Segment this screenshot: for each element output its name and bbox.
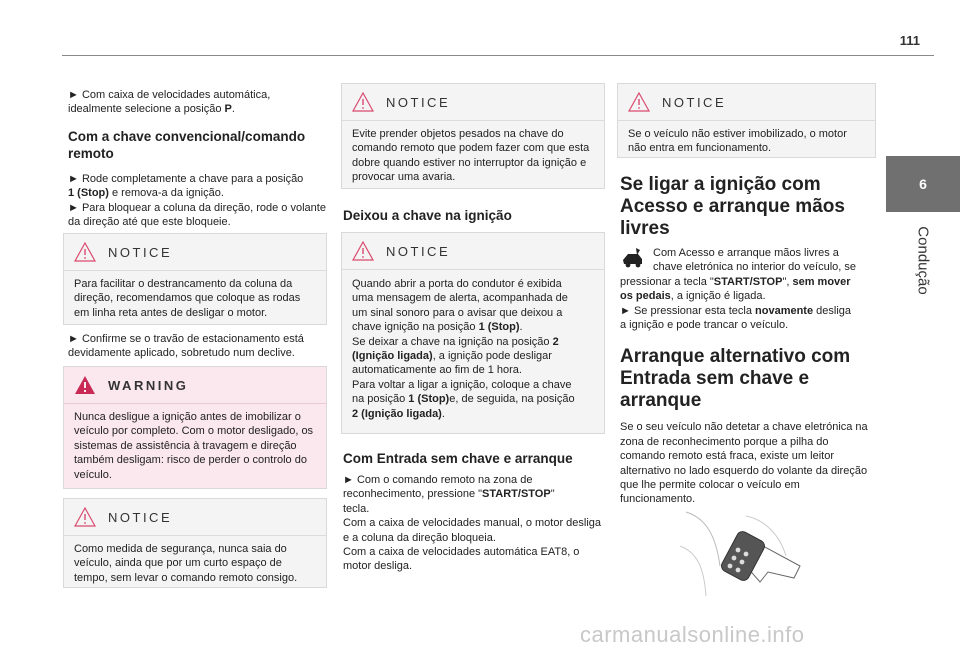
section-heading: Arranque alternativo com Entrada sem chave e arranque xyxy=(620,346,851,412)
notice-text: Evite prender objetos pesados na chave do comando remoto que podem fazer com que esta dobre quando estiver no interruptor da ignição e provocar uma avaria. xyxy=(352,128,590,184)
warning-box xyxy=(63,366,327,489)
section-heading: Com Entrada sem chave e arranque xyxy=(343,451,573,466)
warning-triangle-icon xyxy=(352,241,374,261)
notice-text: Quando abrir a porta do condutor é exibida uma mensagem de alerta, acompanhada de um sinal sonoro para o avisar que deixou a chave ignição na posição 1 (Stop). Se deixar a chave na ignição na posição 2 (Ignição ligada), a ignição pode desligar automaticamente ao fim de 1 hora. Para voltar a ligar a ignição, coloque a chave na posição 1 (Stop)e, de seguida, na posição 2 (Ignição ligada). xyxy=(352,278,575,420)
section-heading: Com a chave convencional/comando remoto xyxy=(68,128,306,161)
key-reader-illustration xyxy=(676,506,804,602)
warning-triangle-icon xyxy=(352,92,374,112)
page-number: 111 xyxy=(899,33,920,48)
intro-paragraph: ► Com caixa de velocidades automática, idealmente selecione a posição P. xyxy=(68,89,271,116)
column-2-bottom xyxy=(343,450,605,574)
warning-triangle-icon xyxy=(74,507,96,527)
alternative-start-paragraph: Se o seu veículo não detetar a chave eletrónica na zona de reconhecimento porque a pilha do comando remoto está fraca, existe um leitor alternativo no lado esquerdo do volante da direção que lhe permite colocar o veículo em funcionamento. xyxy=(620,421,868,506)
warning-title: WARNING xyxy=(108,377,189,393)
notice-title: NOTICE xyxy=(662,94,727,110)
step-1: ► Rode completamente a chave para a posição 1 (Stop) e remova-a da ignição. xyxy=(68,172,304,200)
notice-title: NOTICE xyxy=(386,94,451,110)
notice-text: Se o veículo não estiver imobilizado, o motor não entra em funcionamento. xyxy=(628,128,847,155)
notice-box xyxy=(617,83,876,158)
notice-title: NOTICE xyxy=(108,244,173,260)
watermark: carmanualsonline.info xyxy=(580,622,805,647)
chapter-number: 6 xyxy=(919,176,927,192)
notice-box xyxy=(63,233,327,325)
step-2: ► Para bloquear a coluna da direção, rode o volante da direção até que este bloqueie. xyxy=(68,201,326,229)
parking-brake-paragraph: ► Confirme se o travão de estacionamento está devidamente aplicado, sobretudo num declive. xyxy=(68,333,304,360)
notice-box xyxy=(341,232,605,434)
notice-text: Como medida de segurança, nunca saia do veículo, ainda que por um curto espaço de tempo, sem levar o comando remoto consigo. xyxy=(74,543,298,584)
chapter-label: Condução xyxy=(914,225,932,295)
chapter-tab[interactable] xyxy=(886,156,960,212)
warning-text: Nunca desligue a ignição antes de imobilizar o veículo por completo. Com o motor desligado, os sistemas de assistência à travagem e direção também desligam: risco de perder o controlo do veículo. xyxy=(74,411,314,481)
section-heading: Deixou a chave na ignição xyxy=(343,208,512,223)
column-3 xyxy=(620,174,876,507)
warning-triangle-icon xyxy=(74,375,96,395)
notice-title: NOTICE xyxy=(386,243,451,259)
notice-box xyxy=(341,83,605,189)
section-heading: Se ligar a ignição com Acesso e arranque mãos livres xyxy=(620,174,845,239)
header-rule xyxy=(62,55,934,56)
warning-triangle-icon xyxy=(74,242,96,262)
handsfree-paragraph: Com Acesso e arranque mãos livres a chave eletrónica no interior do veículo, se pressionar a tecla "START/STOP", sem mover os pedais, a ignição é ligada. ► Se pressionar esta tecla novamente desliga a ignição e pode trancar o veículo. xyxy=(620,247,857,332)
keyless-paragraph: ► Com o comando remoto na zona de reconhecimento, pressione "START/STOP" tecla. xyxy=(343,474,555,515)
notice-box xyxy=(63,498,327,588)
notice-title: NOTICE xyxy=(108,509,173,525)
column-1 xyxy=(68,88,330,229)
notice-text: Para facilitar o destrancamento da coluna da direção, recomendamos que coloque as rodas em linha reta antes de desligar o motor. xyxy=(74,278,301,319)
automatic-gearbox-paragraph: Com a caixa de velocidades automática EAT8, o motor desliga. xyxy=(343,546,580,573)
manual-gearbox-paragraph: Com a caixa de velocidades manual, o motor desliga e a coluna da direção bloqueia. xyxy=(343,517,602,544)
keyless-car-icon xyxy=(620,246,646,270)
warning-triangle-icon xyxy=(628,92,650,112)
